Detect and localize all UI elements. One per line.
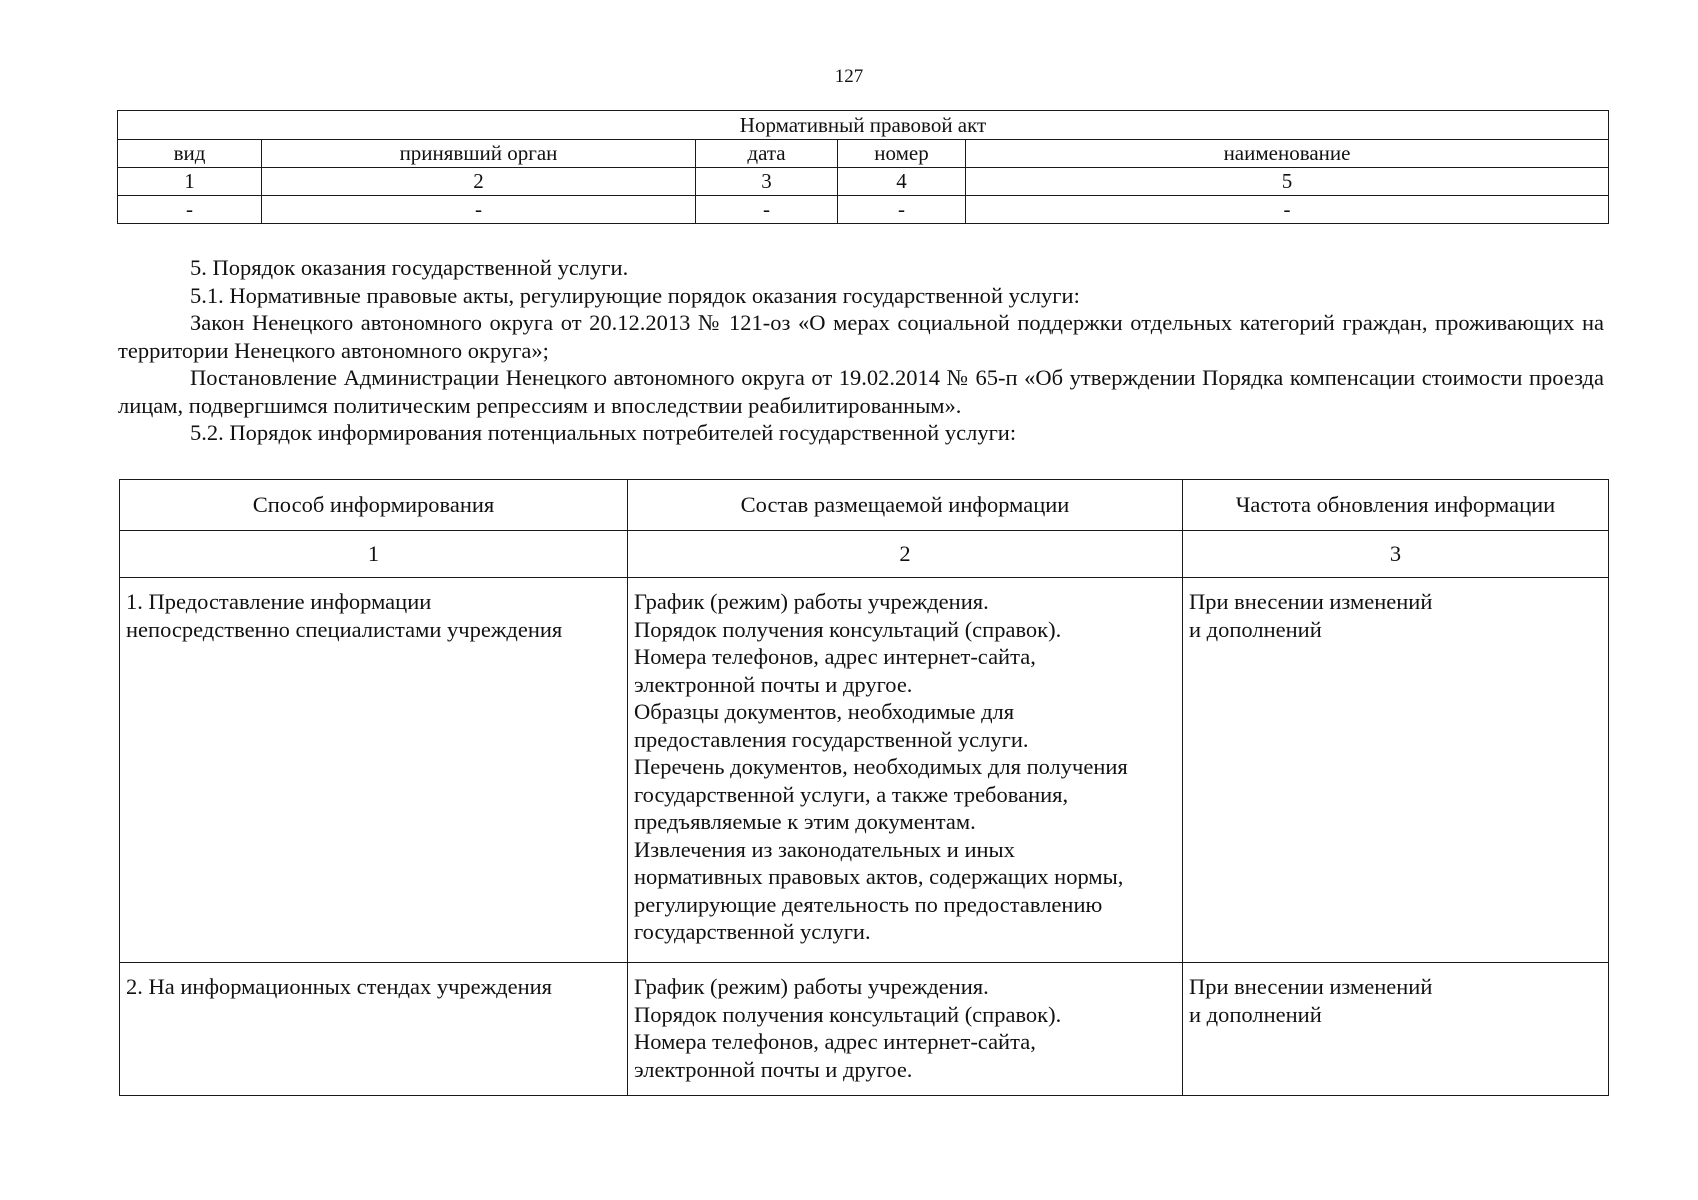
header-content: Состав размещаемой информации	[628, 480, 1183, 531]
section-heading: 5. Порядок оказания государственной услуги.	[190, 255, 629, 280]
normative-act-table	[117, 110, 1609, 224]
table-cell: -	[262, 196, 696, 224]
cell-line: нормативных правовых актов, содержащих нормы,	[634, 864, 1124, 889]
cell-line: График (режим) работы учреждения.	[634, 589, 989, 614]
cell-line: Номера телефонов, адрес интернет-сайта,	[634, 1029, 1036, 1054]
paragraph: Постановление Администрации Ненецкого автономного округа от 19.02.2014 № 65-п «Об утверждении Порядка компенсации стоимости проезда лицам, подвергшимся политическим репрессиям и впоследствии реабилитированным».	[118, 365, 1604, 418]
cell-line: государственной услуги, а также требования,	[634, 781, 1069, 807]
method-cell	[120, 578, 628, 963]
method-cell	[120, 963, 628, 1096]
table-cell: -	[118, 196, 262, 224]
cell-line: и дополнений	[1189, 616, 1322, 642]
column-number: 5	[966, 168, 1609, 196]
cell-line: График (режим) работы учреждения.	[634, 974, 989, 999]
table-cell: -	[838, 196, 966, 224]
normative-act-title: Нормативный правовой акт	[118, 111, 1609, 140]
cell-line: Извлечения из законодательных и иных	[634, 836, 1015, 862]
frequency-cell	[1183, 578, 1609, 963]
table-row	[118, 196, 1609, 224]
subsection-heading: 5.2. Порядок информирования потенциальных потребителей государственной услуги:	[190, 420, 1017, 445]
header-frequency: Частота обновления информации	[1183, 480, 1609, 531]
cell-line: предоставления государственной услуги.	[634, 726, 1029, 752]
content-cell	[628, 578, 1183, 963]
column-number: 2	[262, 168, 696, 196]
content-cell	[628, 963, 1183, 1096]
table-row	[120, 578, 1609, 963]
table-header-row	[120, 480, 1609, 531]
cell-line: Номера телефонов, адрес интернет-сайта,	[634, 644, 1036, 669]
body-text	[118, 254, 1604, 447]
cell-line: государственной услуги.	[634, 919, 871, 944]
column-number: 2	[628, 531, 1183, 578]
cell-line: 2. На информационных стендах учреждения	[126, 974, 553, 999]
cell-line: При внесении изменений	[1189, 589, 1433, 614]
header-method: Способ информирования	[120, 480, 628, 531]
cell-line: электронной почты и другое.	[634, 1056, 913, 1082]
cell-line: При внесении изменений	[1189, 974, 1433, 999]
table-cell: -	[696, 196, 838, 224]
cell-line: 1. Предоставление информации	[126, 589, 432, 614]
cell-line: и дополнений	[1189, 1001, 1322, 1027]
header-name: наименование	[966, 140, 1609, 168]
cell-line: Порядок получения консультаций (справок).	[634, 1001, 1062, 1027]
table-row	[118, 168, 1609, 196]
column-number: 3	[1183, 531, 1609, 578]
column-number: 4	[838, 168, 966, 196]
table-header-row	[118, 140, 1609, 168]
cell-line: регулирующие деятельность по предоставлению	[634, 891, 1103, 917]
table-row	[120, 531, 1609, 578]
cell-line: Перечень документов, необходимых для получения	[634, 754, 1128, 779]
header-number: номер	[838, 140, 966, 168]
header-date: дата	[696, 140, 838, 168]
table-row	[118, 111, 1609, 140]
cell-line: электронной почты и другое.	[634, 671, 913, 697]
table-cell: -	[966, 196, 1609, 224]
cell-line: Порядок получения консультаций (справок).	[634, 616, 1062, 642]
cell-line: предъявляемые к этим документам.	[634, 809, 976, 834]
paragraph: Закон Ненецкого автономного округа от 20.12.2013 № 121-оз «О мерах социальной поддержки отдельных категорий граждан, проживающих на территории Ненецкого автономного округа»;	[118, 310, 1604, 363]
informing-table	[119, 479, 1609, 1096]
subsection-heading: 5.1. Нормативные правовые акты, регулирующие порядок оказания государственной услуги:	[190, 282, 1080, 308]
header-issuing-body: принявший орган	[262, 140, 696, 168]
cell-line: Образцы документов, необходимые для	[634, 699, 1015, 724]
column-number: 3	[696, 168, 838, 196]
column-number: 1	[120, 531, 628, 578]
table-row	[120, 963, 1609, 1096]
header-type: вид	[118, 140, 262, 168]
cell-line: непосредственно специалистами учреждения	[126, 616, 563, 642]
page-number: 127	[834, 66, 864, 87]
column-number: 1	[118, 168, 262, 196]
frequency-cell	[1183, 963, 1609, 1096]
